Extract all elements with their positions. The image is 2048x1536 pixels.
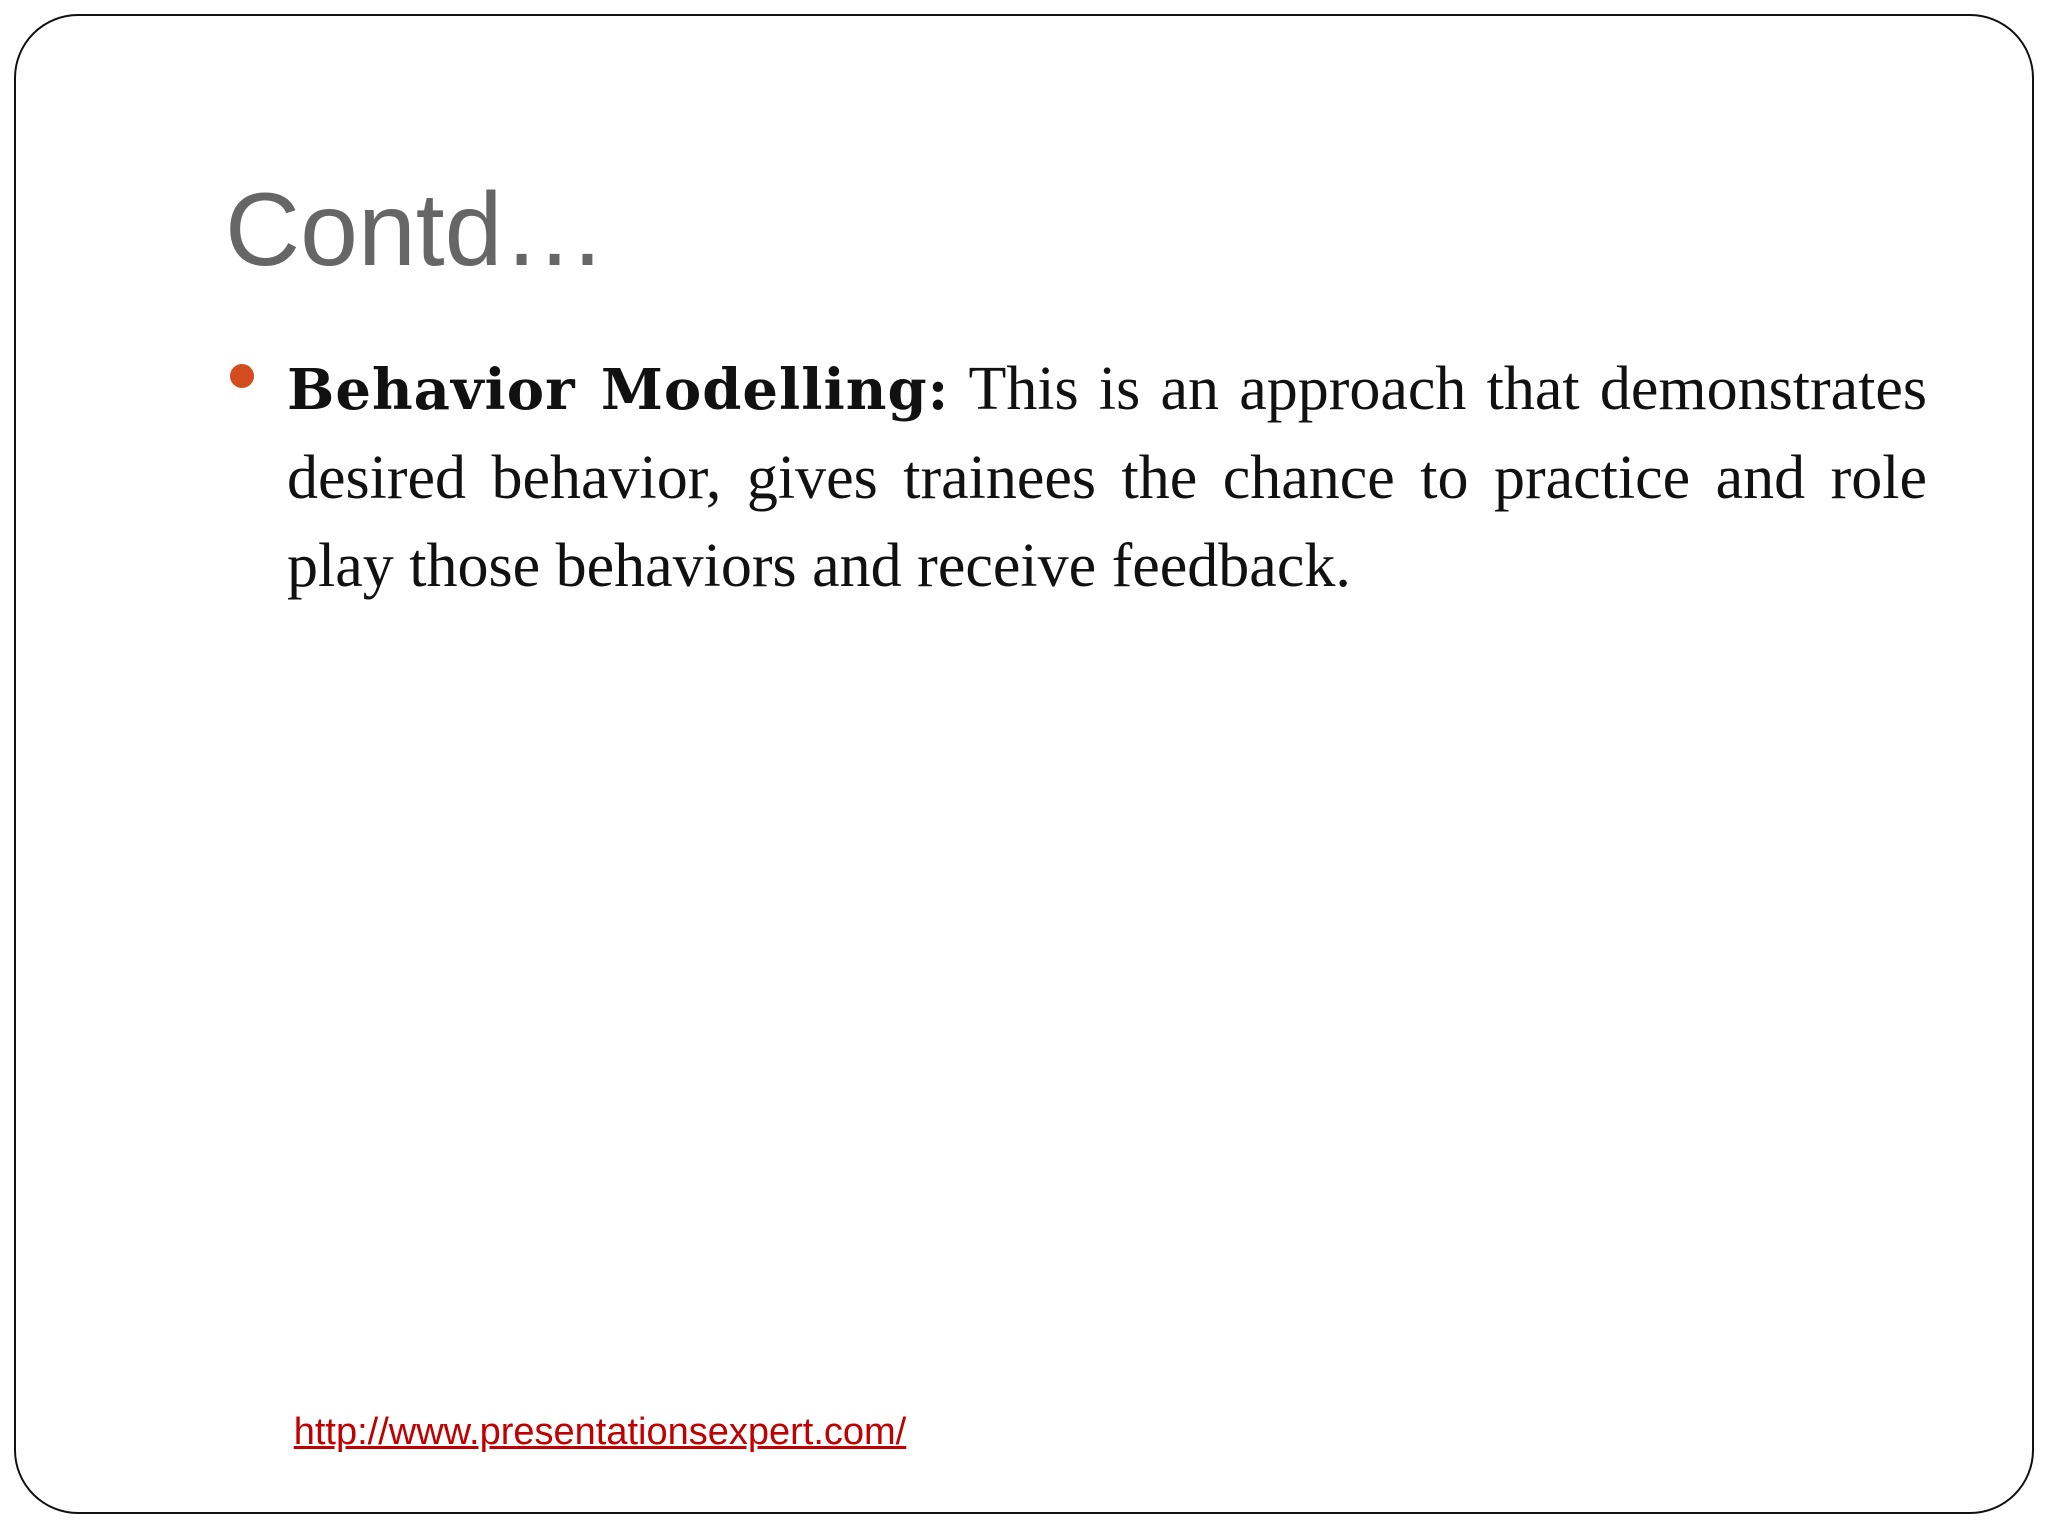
bullet-dot-icon <box>230 364 254 388</box>
bullet-body: This is an approach that demonstrates desired behavior, gives trainees the chance to practice and role play those behaviors and receive feedback. <box>287 355 1927 600</box>
footer-link[interactable]: http://www.presentationsexpert.com/ <box>293 1411 907 1453</box>
slide-title: Contd… <box>225 172 607 288</box>
bullet-paragraph <box>287 345 1927 610</box>
bullet-term: Behavior Modelling: <box>287 357 950 423</box>
